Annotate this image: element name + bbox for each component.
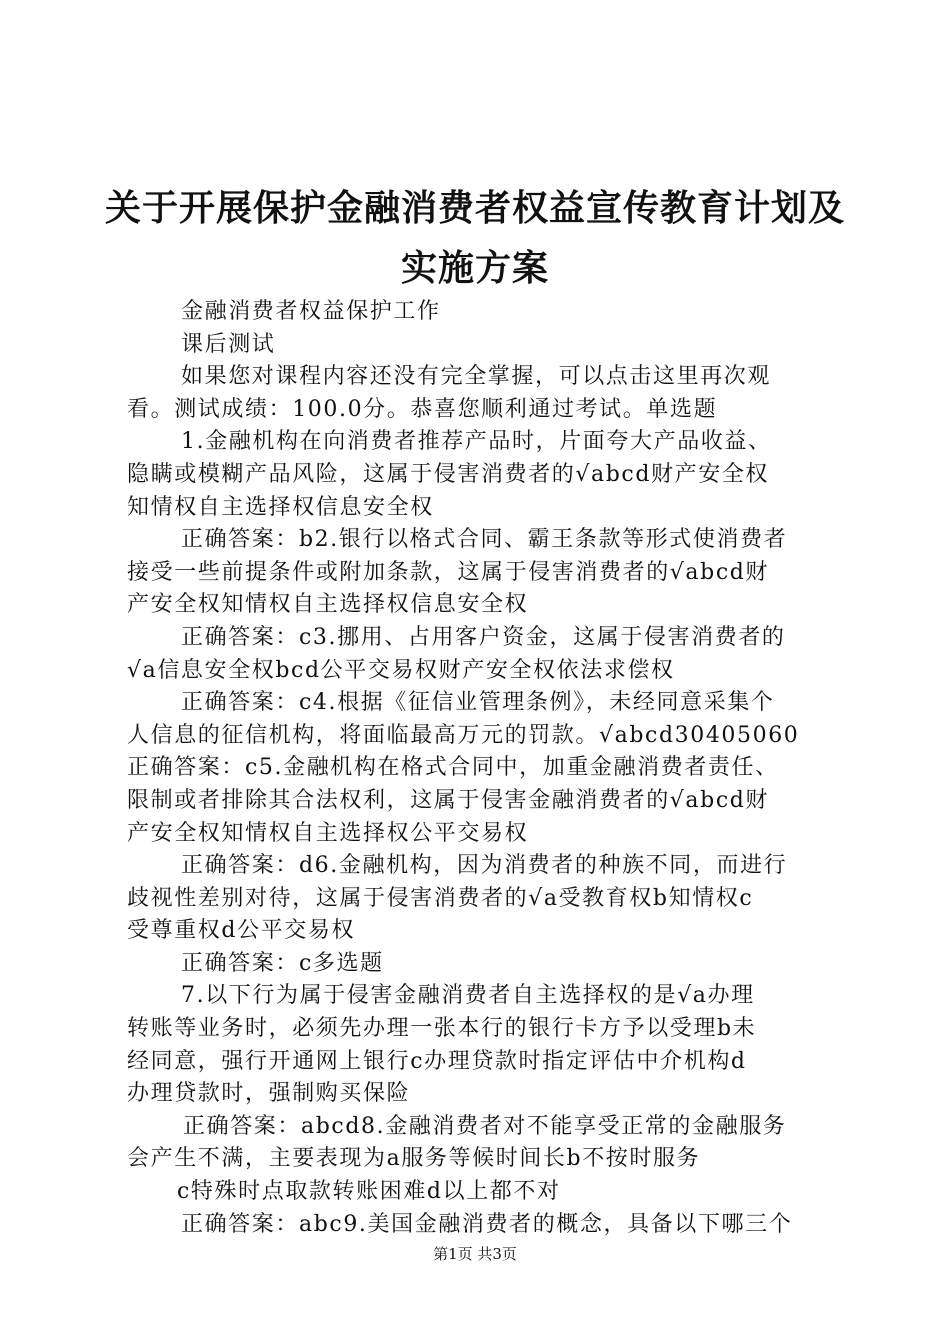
body-line: 正确答案：c多选题 bbox=[181, 950, 384, 976]
body-line: 正确答案：b2.银行以格式合同、霸王条款等形式使消费者 bbox=[181, 527, 788, 553]
body-line: 课后测试 bbox=[181, 331, 276, 357]
body-line: 转账等业务时，必须先办理一张本行的银行卡方予以受理b未 bbox=[127, 1016, 757, 1042]
body-line: c特殊时点取款转账困难d以上都不对 bbox=[177, 1179, 561, 1205]
document-title-line-1: 关于开展保护金融消费者权益宣传教育计划及 bbox=[104, 188, 845, 229]
page-footer: 第1页 共3页 bbox=[433, 1245, 517, 1263]
body-line: 正确答案：abc9.美国金融消费者的概念，具备以下哪三个 bbox=[181, 1211, 793, 1237]
body-line: 1.金融机构在向消费者推荐产品时，片面夸大产品收益、 bbox=[181, 429, 772, 455]
body-line: 经同意，强行开通网上银行c办理贷款时指定评估中介机构d bbox=[127, 1048, 747, 1074]
body-line: 产安全权知情权自主选择权公平交易权 bbox=[127, 820, 529, 846]
body-line: 看。测试成绩：100.0分。恭喜您顺利通过考试。单选题 bbox=[127, 396, 718, 422]
body-line: 正确答案：d6.金融机构，因为消费者的种族不同，而进行 bbox=[181, 853, 788, 879]
body-line: 如果您对课程内容还没有完全掌握，可以点击这里再次观 bbox=[181, 364, 772, 390]
body-line: √a信息安全权bcd公平交易权财产安全权依法求偿权 bbox=[127, 657, 675, 683]
body-line: 知情权自主选择权信息安全权 bbox=[127, 494, 434, 520]
body-line: 限制或者排除其合法权利，这属于侵害金融消费者的√abcd财 bbox=[127, 787, 770, 813]
body-line: 产安全权知情权自主选择权信息安全权 bbox=[127, 592, 529, 618]
body-line: 办理贷款时，强制购买保险 bbox=[127, 1081, 411, 1107]
body-line: 受尊重权d公平交易权 bbox=[127, 918, 356, 944]
body-line: 歧视性差别对待，这属于侵害消费者的√a受教育权b知情权c bbox=[127, 885, 754, 911]
document-title-line-2: 实施方案 bbox=[400, 248, 549, 289]
body-line: 正确答案：c5.金融机构在格式合同中，加重金融消费者责任、 bbox=[127, 755, 779, 781]
body-line: 金融消费者权益保护工作 bbox=[181, 299, 441, 324]
body-line: 接受一些前提条件或附加条款，这属于侵害消费者的√abcd财 bbox=[127, 559, 770, 585]
body-line: 正确答案：c4.根据《征信业管理条例》，未经同意采集个 bbox=[181, 690, 775, 716]
body-line: 7.以下行为属于侵害金融消费者自主选择权的是√a办理 bbox=[181, 983, 755, 1009]
body-line: 正确答案：c3.挪用、占用客户资金，这属于侵害消费者的 bbox=[181, 624, 786, 650]
body-line: 人信息的征信机构，将面临最高万元的罚款。√abcd30405060 bbox=[127, 722, 800, 748]
body-line: 会产生不满，主要表现为a服务等候时间长b不按时服务 bbox=[127, 1146, 701, 1172]
document-body bbox=[127, 296, 833, 1241]
body-line: 正确答案：abcd8.金融消费者对不能享受正常的金融服务 bbox=[183, 1113, 787, 1139]
body-line: 隐瞒或模糊产品风险，这属于侵害消费者的√abcd财产安全权 bbox=[127, 461, 770, 487]
